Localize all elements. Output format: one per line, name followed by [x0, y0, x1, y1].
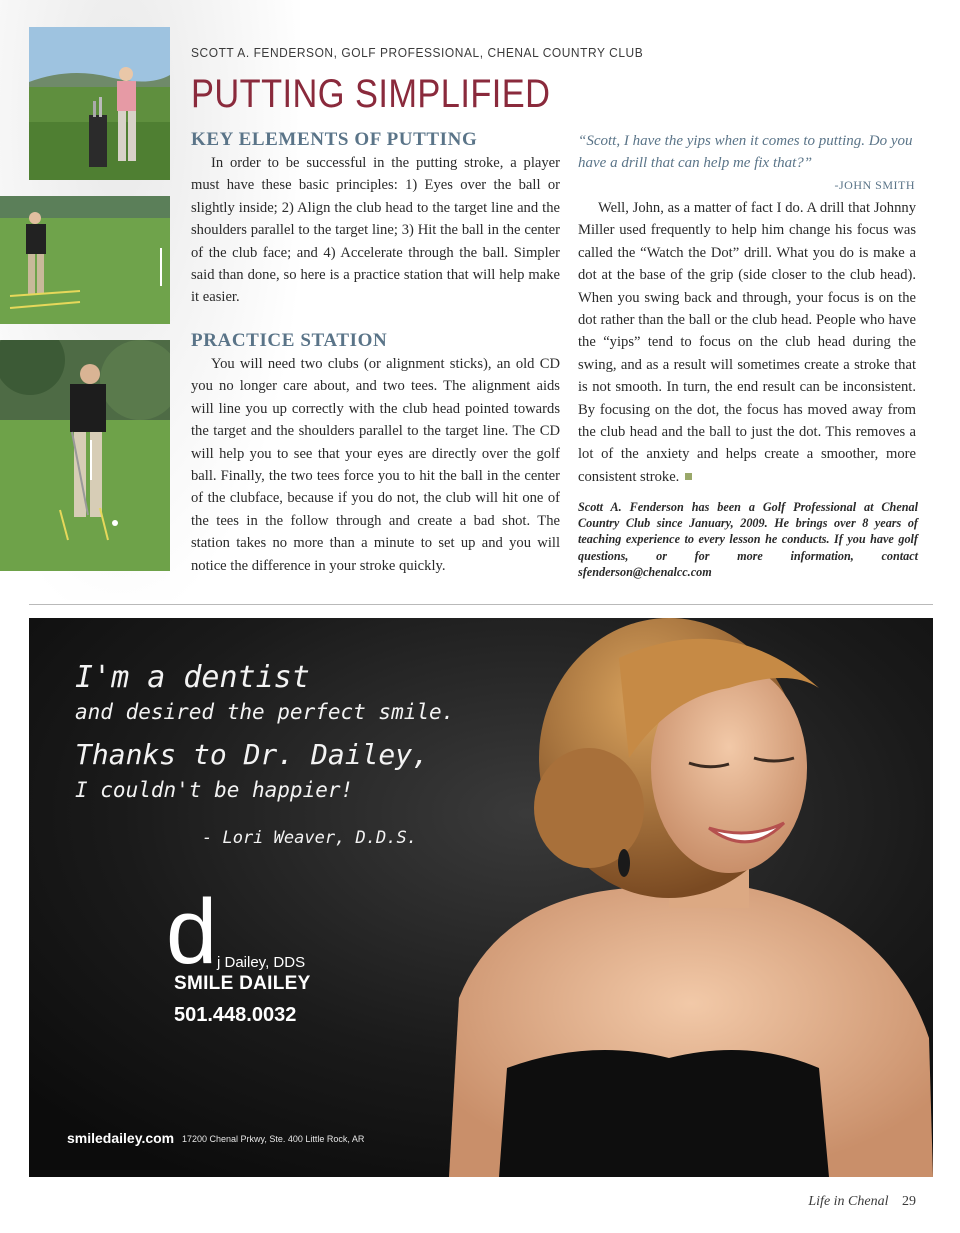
section-body-practice-station: [191, 353, 560, 577]
ad-testimonial-line-2: and desired the perfect smile.: [75, 700, 455, 724]
section-heading-practice-station: PRACTICE STATION: [191, 330, 388, 351]
ad-testimonial-signature: - Lori Weaver, D.D.S.: [202, 828, 417, 848]
ad-address: 17200 Chenal Prkwy, Ste. 400 Little Rock, AR: [182, 1134, 365, 1144]
page-footer: [808, 1194, 916, 1210]
page-number: 29: [902, 1194, 916, 1209]
ad-brand-name: SMILE DAILEY: [174, 973, 311, 994]
answer-paragraph: Well, John, as a matter of fact I do. A drill that Johnny Miller used frequently to help him change his focus was called the “Watch the Dot” drill. What you do is make a dot at the base of the grip (side closer to the club head). When you swing back and through, your focus is on the dot rather than the ball or the club head. People who have the “yips” tend to focus on the club head during the swing, and as a result will sometimes create a stroke that is not smooth. In turn, the end result can be inconsistent. By focusing on the dot, the focus has moved away from the club head and the ball to just the dot. This removes a lot of the anxiety and helps create a smoother, more consistent stroke.: [578, 200, 916, 485]
ad-testimonial-line-1: I'm a dentist: [75, 660, 310, 695]
end-of-article-mark: [685, 473, 692, 480]
ad-doctor-name: j Dailey, DDS: [217, 954, 306, 971]
ad-phone-number: 501.448.0032: [174, 1004, 297, 1026]
article-byline: SCOTT A. FENDERSON, GOLF PROFESSIONAL, CHENAL COUNTRY CLUB: [191, 45, 644, 60]
ad-testimonial-line-4: I couldn't be happier!: [75, 778, 354, 802]
quote-attribution: -JOHN SMITH: [834, 178, 915, 192]
article-title: PUTTING SIMPLIFIED: [191, 72, 551, 116]
section-body-key-elements: [191, 152, 560, 309]
section-heading-key-elements: KEY ELEMENTS OF PUTTING: [191, 129, 478, 150]
key-elements-paragraph: In order to be successful in the putting stroke, a player must have these basic principles: 1) Eyes over the ball or slightly inside; 2) Align the club head to the target line and the shoulders parallel to the target line; 3) Hit the ball in the center of the club face; and 4) Accelerate through the ball. Simpler said than done, so here is a practice station that will help make it easier.: [191, 155, 560, 306]
dental-advertisement: [29, 618, 933, 1177]
author-bio: Scott A. Fenderson has been a Golf Professional at Chenal Country Club since January, 2009. He brings over 8 years of teaching experience to every lesson he conducts. If you have golf questions, or for more information, contact sfenderson@chenalcc.com: [578, 500, 918, 579]
putting-setup-photo: [0, 196, 170, 324]
answer-column: [578, 197, 916, 488]
practice-station-paragraph: You will need two clubs (or alignment sticks), an old CD you no longer care about, and two tees. The alignment aids will line you up correctly with the club head pointed towards the target and the shoulders parallel to the target line. The CD will help you to see that your eyes are directly over the golf ball. Finally, the two tees force you to hit the ball in the center of the clubface, because if you do not, the club will hit one of the tees in the follow through and create a bad shot. The station takes no more than a minute to set up and you will notice the difference in your stroke quickly.: [191, 356, 560, 574]
section-divider: [29, 604, 933, 605]
reader-question-quote: “Scott, I have the yips when it comes to putting. Do you have a drill that can help me fix that?”: [578, 133, 913, 171]
publication-name: Life in Chenal: [808, 1194, 889, 1209]
ad-website: smiledailey.com: [67, 1130, 175, 1146]
putting-stroke-photo: [0, 340, 170, 571]
smile-dailey-logo-mark: d: [166, 881, 218, 983]
golfer-portrait-photo: [29, 27, 170, 180]
ad-testimonial-line-3: Thanks to Dr. Dailey,: [75, 738, 430, 771]
